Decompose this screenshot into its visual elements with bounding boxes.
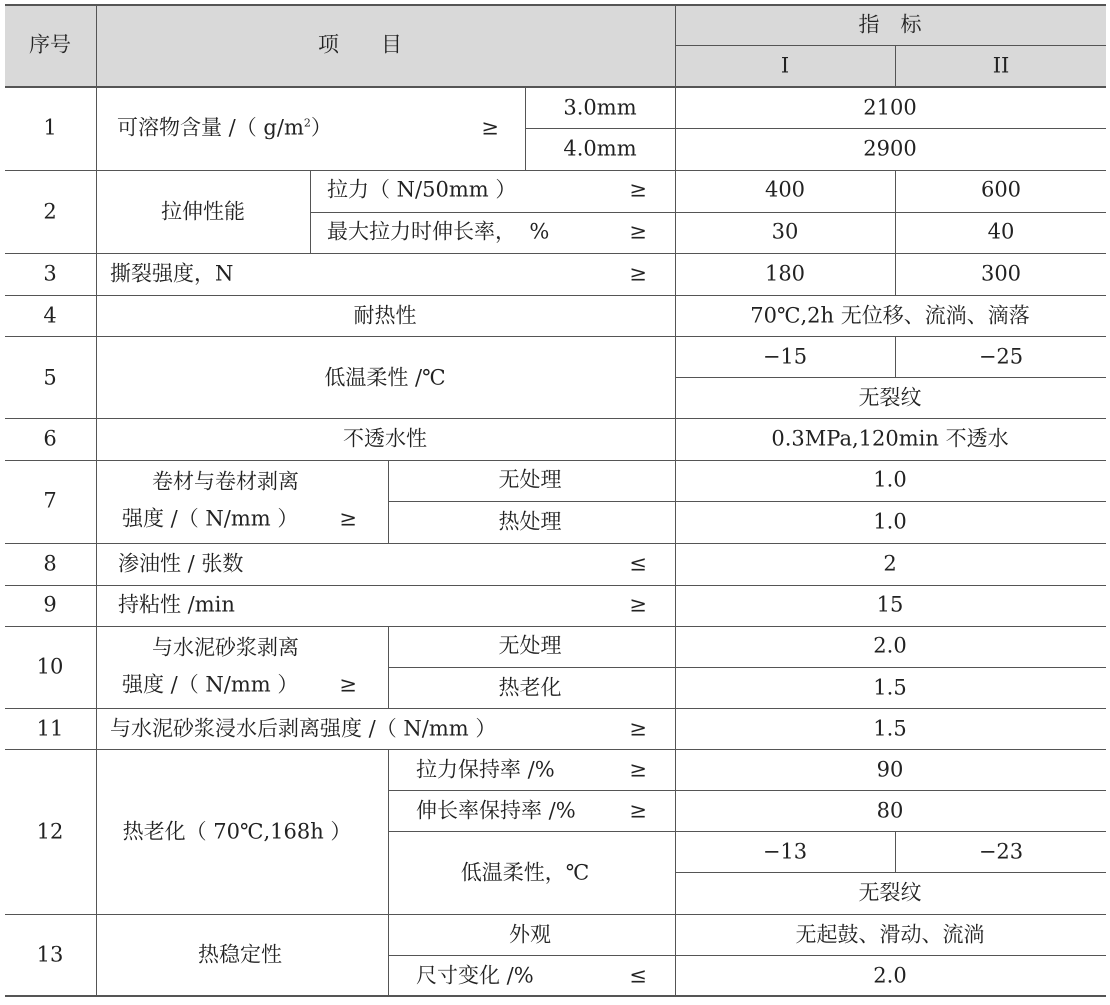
row-number: 13 bbox=[36, 942, 64, 967]
header-indicator: 指 标 bbox=[858, 12, 922, 37]
operator: ≥ bbox=[629, 592, 647, 617]
rule bbox=[895, 45, 896, 87]
operator: ≥ bbox=[339, 672, 357, 697]
value: 80 bbox=[876, 798, 904, 823]
rule bbox=[5, 4, 1106, 6]
row-label: 渗油性 / 张数 bbox=[118, 551, 244, 576]
value: 40 bbox=[987, 219, 1015, 244]
rule bbox=[895, 831, 896, 873]
rule bbox=[895, 170, 896, 295]
value: 2.0 bbox=[873, 963, 907, 988]
row-label: 热老化（ 70℃,168h ） bbox=[122, 819, 352, 844]
row-label: 耐热性 bbox=[353, 303, 417, 328]
row-number: 9 bbox=[43, 592, 57, 617]
row-number: 7 bbox=[43, 488, 57, 513]
operator: ≥ bbox=[629, 798, 647, 823]
row-label: 热稳定性 bbox=[198, 942, 282, 967]
row-label-text: 可溶物含量 /（ g/m bbox=[117, 115, 304, 140]
rule bbox=[5, 585, 1106, 586]
value: 400 bbox=[764, 177, 806, 202]
value: 180 bbox=[764, 261, 806, 286]
sub-item: 无处理 bbox=[498, 633, 562, 658]
row-label-line2: 强度 /（ N/mm ） bbox=[122, 672, 299, 697]
rule bbox=[5, 86, 1106, 88]
row-label-tail: ） bbox=[310, 115, 332, 140]
rule bbox=[388, 749, 389, 996]
row-number: 4 bbox=[43, 303, 57, 328]
rule bbox=[5, 295, 1106, 296]
row-number: 5 bbox=[43, 365, 57, 390]
value: −23 bbox=[978, 839, 1024, 864]
rule bbox=[5, 708, 1106, 709]
row-number: 8 bbox=[43, 551, 57, 576]
operator: ≥ bbox=[629, 757, 647, 782]
value: −15 bbox=[762, 344, 808, 369]
header-grade-1: I bbox=[780, 53, 790, 78]
rule bbox=[675, 872, 1106, 873]
row-number: 3 bbox=[43, 261, 57, 286]
rule bbox=[5, 914, 1106, 915]
row-number: 10 bbox=[36, 654, 64, 679]
row-label bbox=[117, 115, 332, 140]
row-number: 6 bbox=[43, 426, 57, 451]
rule bbox=[5, 543, 1106, 544]
rule bbox=[388, 955, 1106, 956]
rule bbox=[5, 418, 1106, 419]
rule bbox=[675, 4, 676, 996]
rule bbox=[388, 667, 1106, 668]
operator: ≥ bbox=[629, 261, 647, 286]
superscript: 2 bbox=[303, 116, 311, 130]
row-label: 与水泥砂浆浸水后剥离强度 /（ N/mm ） bbox=[110, 716, 497, 741]
row-label-line1: 卷材与卷材剥离 bbox=[152, 469, 299, 494]
rule bbox=[310, 212, 1106, 213]
value: 300 bbox=[980, 261, 1022, 286]
value: 90 bbox=[876, 757, 904, 782]
rule bbox=[5, 336, 1106, 337]
rule bbox=[5, 995, 1106, 997]
value: 2 bbox=[883, 551, 897, 576]
sub-item: 外观 bbox=[509, 922, 551, 947]
operator: ≥ bbox=[629, 219, 647, 244]
value: 1.0 bbox=[873, 467, 907, 492]
row-label: 撕裂强度，N bbox=[110, 261, 234, 286]
rule bbox=[5, 170, 1106, 171]
row-label: 低温柔性 /℃ bbox=[324, 365, 446, 390]
rule bbox=[388, 831, 1106, 832]
value: 1.5 bbox=[873, 716, 907, 741]
rule bbox=[895, 336, 896, 378]
operator: ≥ bbox=[629, 177, 647, 202]
value: 0.3MPa,120min 不透水 bbox=[771, 426, 1009, 451]
value: 无起鼓、滑动、流淌 bbox=[795, 922, 985, 947]
header-seq: 序号 bbox=[29, 32, 71, 57]
sub-item: 热老化 bbox=[498, 675, 562, 700]
rule bbox=[5, 253, 1106, 254]
row-number: 12 bbox=[36, 819, 64, 844]
operator: ≤ bbox=[629, 551, 647, 576]
row-label: 不透水性 bbox=[343, 426, 427, 451]
rule bbox=[5, 749, 1106, 750]
value: 1.5 bbox=[873, 675, 907, 700]
value: 30 bbox=[771, 219, 799, 244]
sub-item: 低温柔性，℃ bbox=[460, 860, 590, 885]
row-label: 拉伸性能 bbox=[161, 199, 245, 224]
rule bbox=[388, 501, 1106, 502]
sub-item: 3.0mm bbox=[563, 95, 637, 120]
operator: ≥ bbox=[629, 716, 647, 741]
sub-item: 4.0mm bbox=[563, 136, 637, 161]
value: 2.0 bbox=[873, 633, 907, 658]
value: 1.0 bbox=[873, 509, 907, 534]
rule bbox=[675, 45, 1106, 46]
sub-item: 拉力（ N/50mm ） bbox=[327, 177, 517, 202]
value: 70℃,2h 无位移、流淌、滴落 bbox=[750, 303, 1030, 328]
operator: ≥ bbox=[481, 115, 499, 140]
rule bbox=[525, 128, 1106, 129]
rule bbox=[675, 377, 1106, 378]
rule bbox=[388, 790, 1106, 791]
sub-item: 伸长率保持率 /% bbox=[416, 798, 576, 823]
sub-item: 最大拉力时伸长率， % bbox=[327, 219, 550, 244]
rule bbox=[310, 170, 311, 254]
value: 600 bbox=[980, 177, 1022, 202]
rule bbox=[5, 626, 1106, 627]
rule bbox=[96, 4, 97, 996]
value: 2100 bbox=[863, 95, 917, 120]
header-grade-2: II bbox=[992, 53, 1010, 78]
sub-item: 热处理 bbox=[498, 509, 562, 534]
operator: ≥ bbox=[339, 506, 357, 531]
value: 无裂纹 bbox=[858, 385, 922, 410]
row-label: 持粘性 /min bbox=[118, 592, 235, 617]
row-label-line2: 强度 /（ N/mm ） bbox=[122, 506, 299, 531]
row-number: 11 bbox=[36, 716, 64, 741]
rule bbox=[525, 87, 526, 171]
rule bbox=[388, 460, 389, 544]
value: 无裂纹 bbox=[858, 880, 922, 905]
sub-item: 尺寸变化 /% bbox=[416, 963, 534, 988]
sub-item: 拉力保持率 /% bbox=[416, 757, 555, 782]
value: 15 bbox=[876, 592, 904, 617]
value: 2900 bbox=[863, 136, 917, 161]
operator: ≤ bbox=[629, 963, 647, 988]
row-number: 1 bbox=[43, 115, 57, 140]
header-item: 项 目 bbox=[318, 32, 402, 57]
value: −25 bbox=[978, 344, 1024, 369]
rule bbox=[388, 626, 389, 709]
sub-item: 无处理 bbox=[498, 467, 562, 492]
row-label-line1: 与水泥砂浆剥离 bbox=[152, 635, 299, 660]
rule bbox=[5, 460, 1106, 461]
value: −13 bbox=[762, 839, 808, 864]
row-number: 2 bbox=[43, 199, 57, 224]
